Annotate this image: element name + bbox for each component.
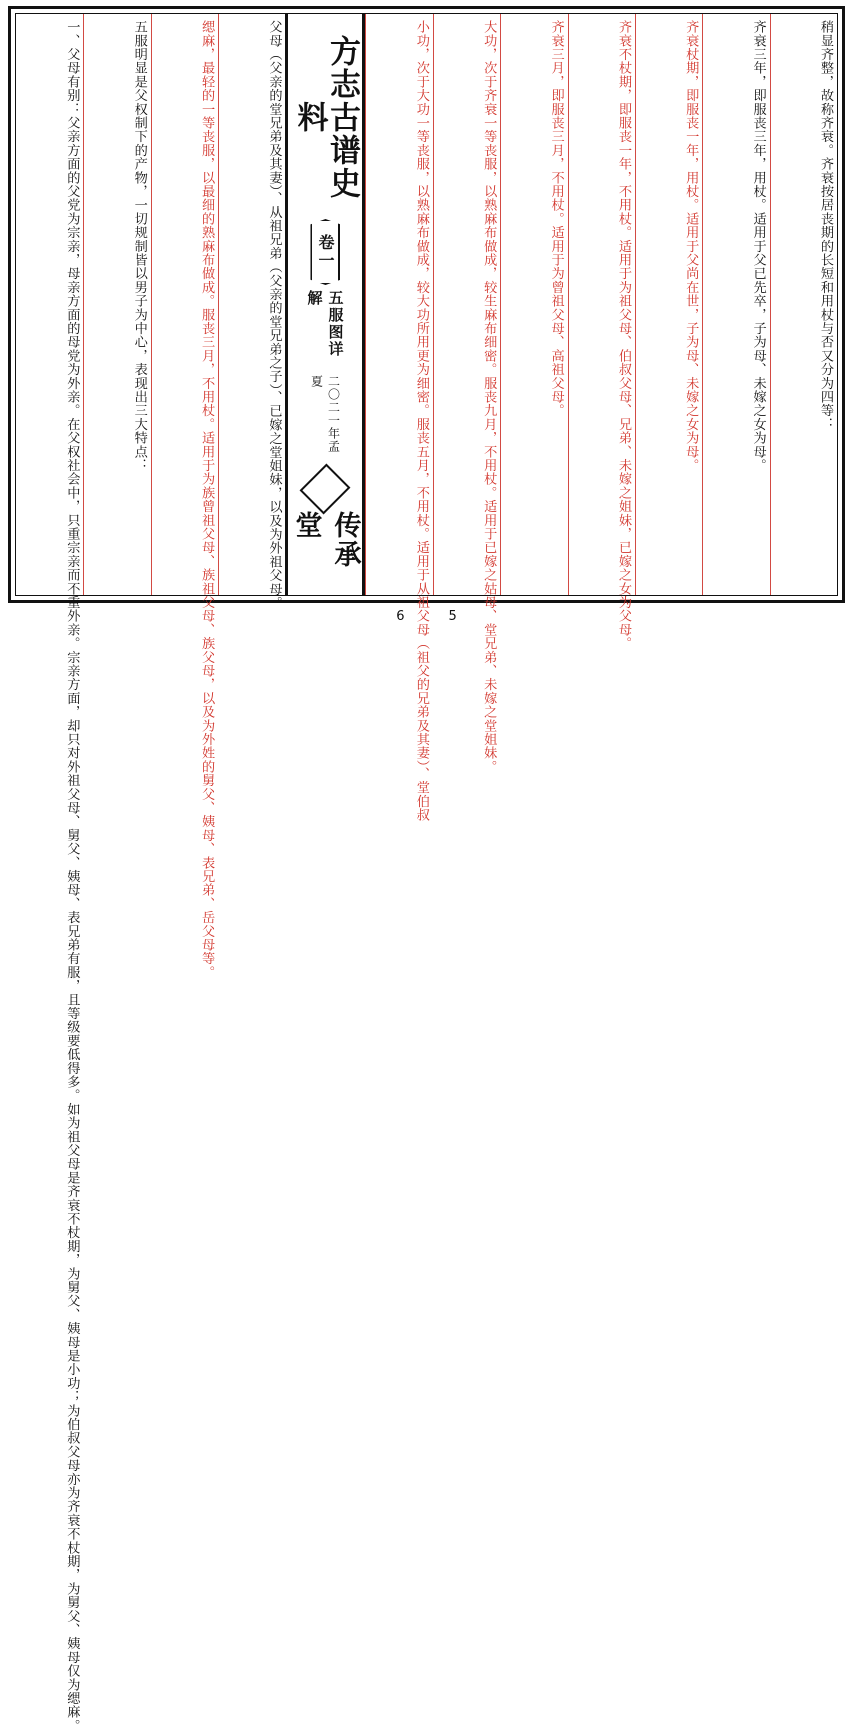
page-frame-outer bbox=[8, 6, 845, 1733]
volume-badge-label: 卷一 bbox=[315, 234, 335, 271]
text-column: 小功，次于大功一等丧服，以熟麻布做成，较大功所用更为细密。服丧五月，不用杖。适用于从祖父母（祖父的兄弟及其妻）、堂伯叔 bbox=[365, 14, 432, 595]
page-number-left: 6 bbox=[396, 608, 405, 624]
text-column: 齐衰三年，即服丧三年，用杖。适用于父已先卒，子为母、未嫁之女为母。 bbox=[702, 14, 769, 595]
page-number-row bbox=[0, 605, 853, 627]
publisher-ornament bbox=[308, 469, 342, 509]
page-frame-inner bbox=[15, 13, 838, 1733]
text-column: 父母（父亲的堂兄弟及其妻）、从祖兄弟（父亲的堂兄弟之子）、已嫁之堂姐妹，以及为外祖父母。 bbox=[218, 14, 285, 595]
text-column: 齐衰不杖期，即服丧一年，不用杖。适用于为祖父母、伯叔父母、兄弟、未嫁之姐妹，已嫁之女为父母。 bbox=[568, 14, 635, 595]
center-title-block bbox=[285, 14, 365, 595]
text-columns-container bbox=[16, 14, 837, 1733]
text-column: 五服明显是父权制下的产物，一切规制皆以男子为中心，表现出三大特点： bbox=[83, 14, 150, 595]
publisher-ornament-shape bbox=[300, 464, 351, 515]
volume-badge bbox=[310, 218, 340, 285]
publication-date: 二〇二一年孟夏 bbox=[309, 375, 341, 454]
publisher-name: 传承堂 bbox=[290, 511, 361, 570]
text-column: 齐衰杖期，即服丧一年，用杖。适用于父尚在世，子为母、未嫁之女为母。 bbox=[635, 14, 702, 595]
page-number-right: 5 bbox=[448, 608, 457, 624]
book-subtitle: 五服图详解 bbox=[305, 289, 345, 358]
text-column: 一、父母有别：父亲方面的父党为宗亲，母亲方面的母党为外亲。在父权社会中，只重宗亲而不重外亲。宗亲方面，却只对外祖父母、舅父、姨母、表兄弟有服，且等级要低得多。如为祖父母是齐衰不杖期，为舅父、姨母是小功；为伯叔父母亦为齐衰不杖期，为舅父、姨母仅为缌麻。 bbox=[64, 20, 80, 1733]
book-title: 方志古谱史料 bbox=[291, 34, 361, 200]
text-column: 大功，次于齐衰一等丧服，以熟麻布做成，较生麻布细密。服丧九月，不用杖。适用于已嫁之姑母、堂兄弟、未嫁之堂姐妹。 bbox=[433, 14, 500, 595]
text-column: 齐衰三月，即服丧三月，不用杖。适用于为曾祖父母、高祖父母。 bbox=[500, 14, 567, 595]
text-column: 缌麻，最轻的一等丧服，以最细的熟麻布做成。服丧三月，不用杖。适用于为族曾祖父母、族祖父母、族父母，以及为外姓的舅父、姨母、表兄弟、岳父母等。 bbox=[151, 14, 218, 595]
text-column: 稍显齐整，故称齐衰。齐衰按居丧期的长短和用杖与否又分为四等： bbox=[770, 14, 837, 595]
